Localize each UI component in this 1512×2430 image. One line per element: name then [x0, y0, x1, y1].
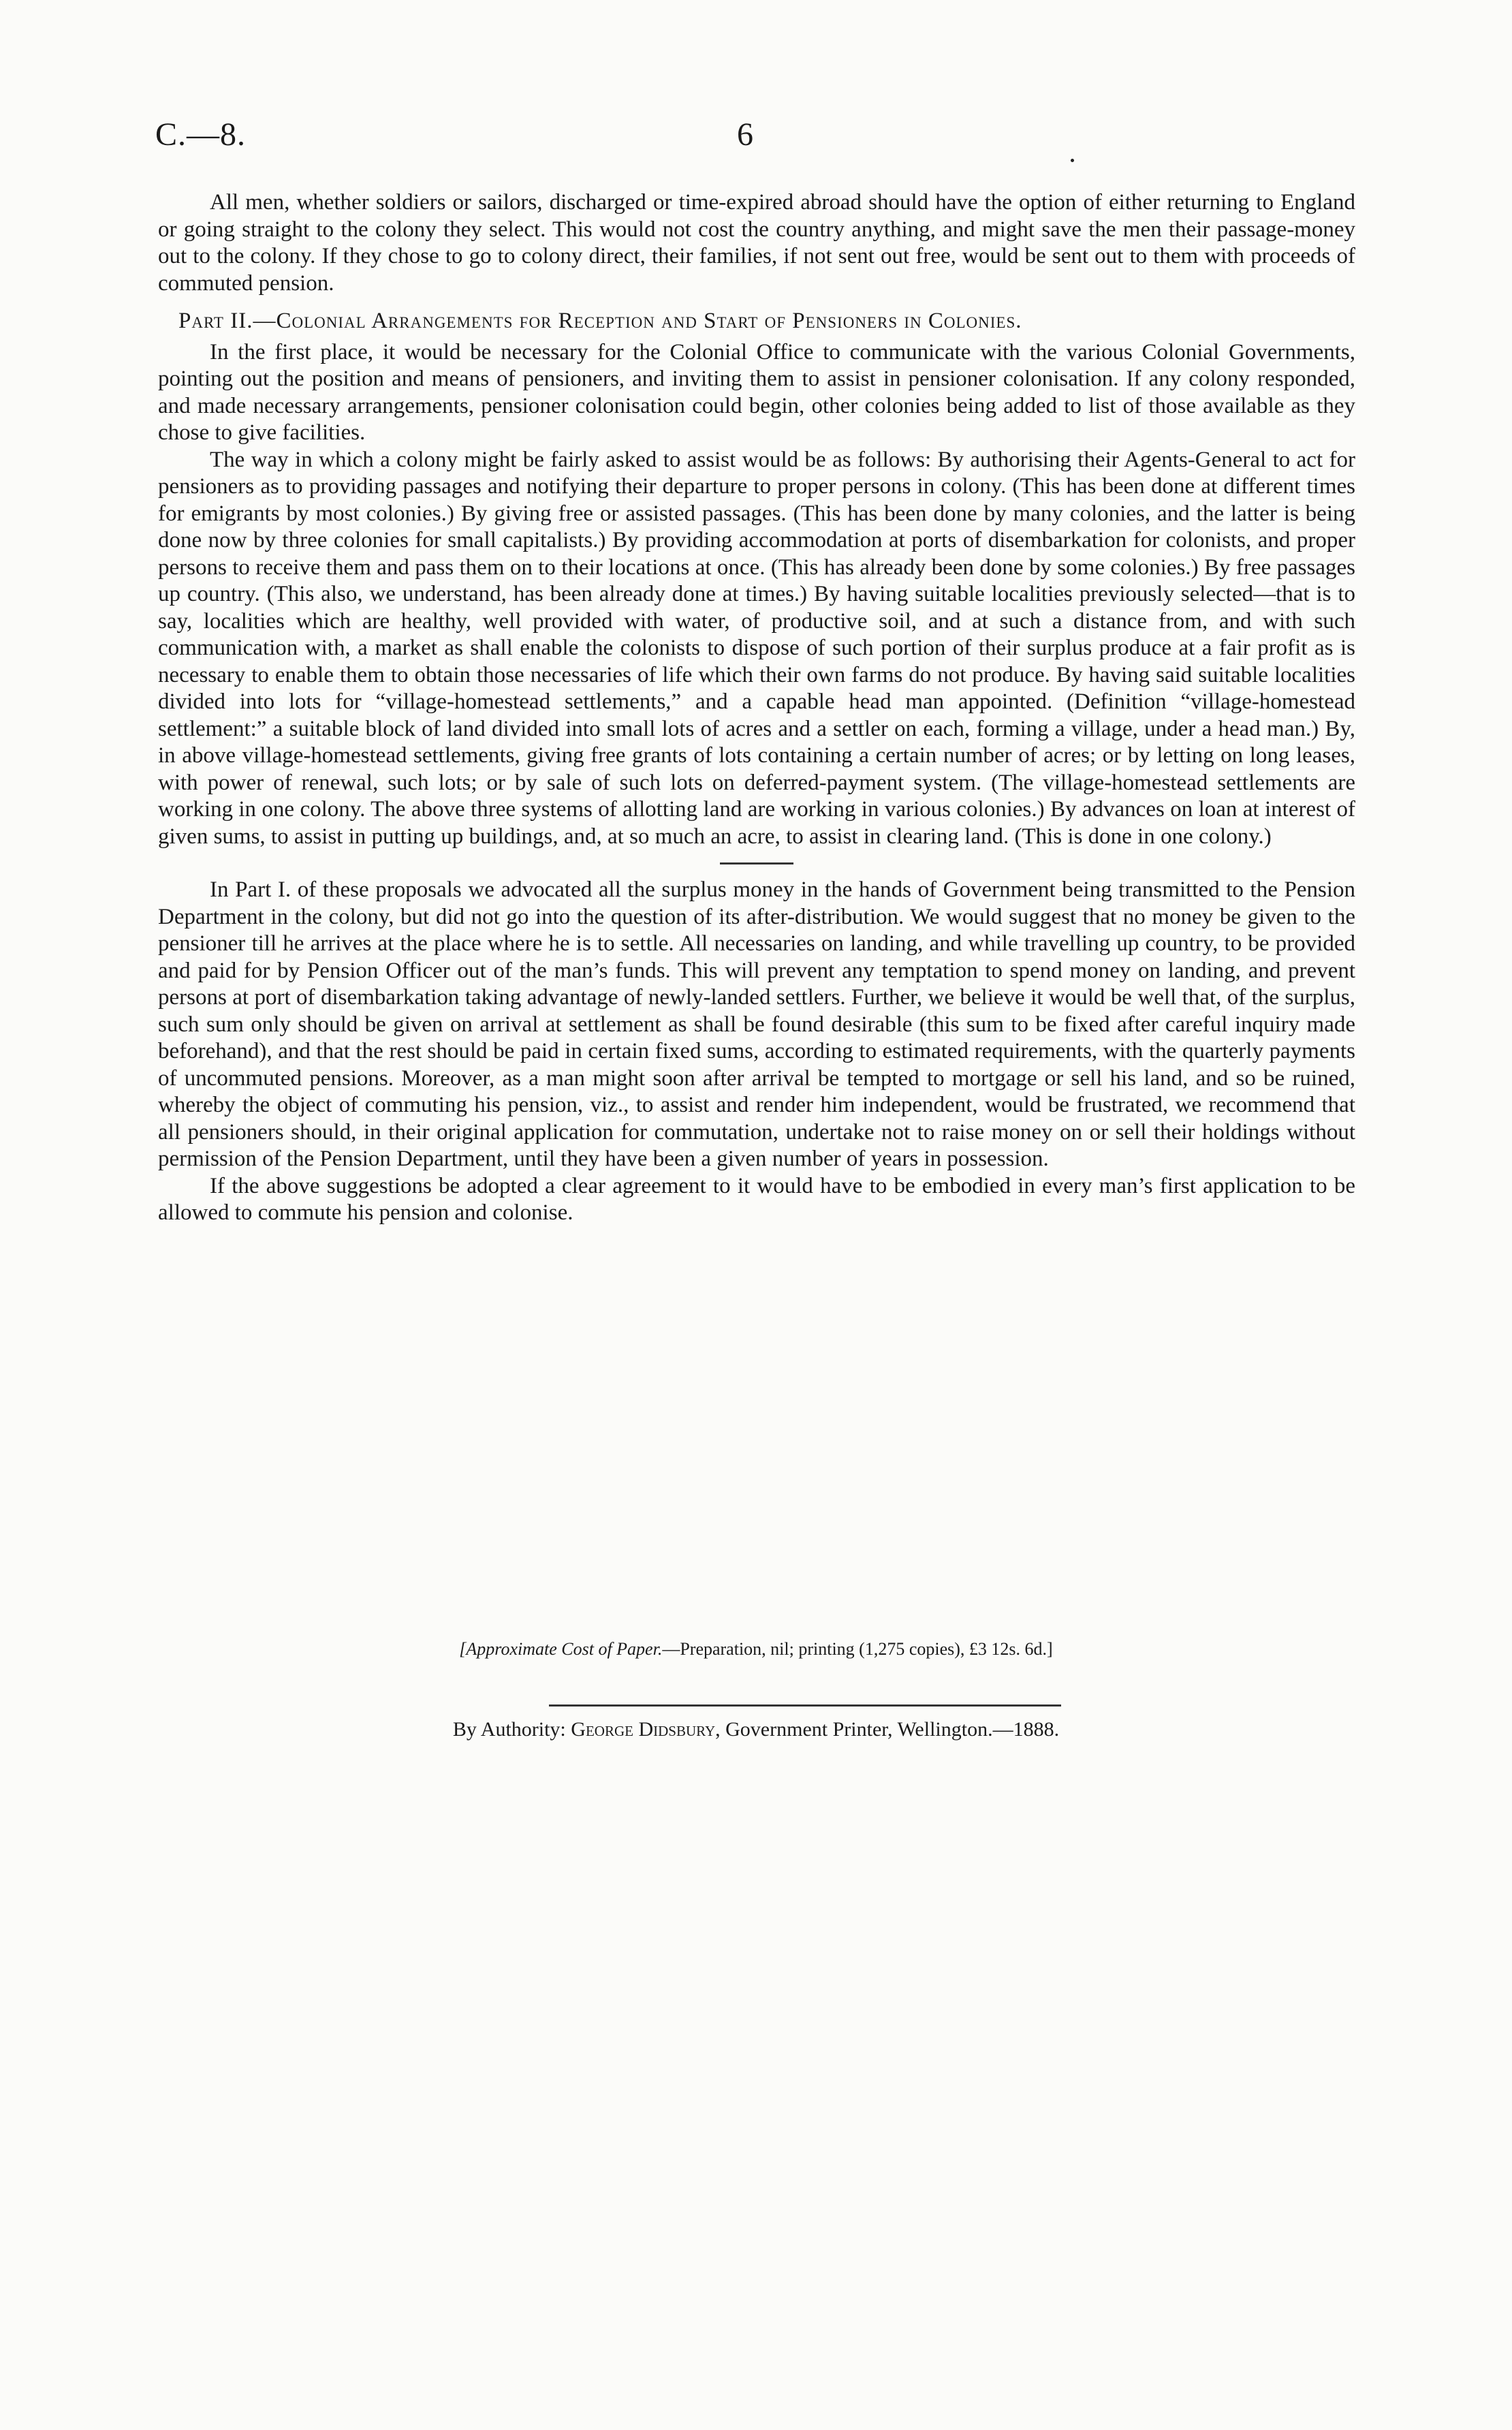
paragraph-surplus-money: In Part I. of these proposals we advocated all the surplus money in the hands of Government being transmitted to the Pension Department in the colony, but did not go into the question of its after-distribution. We would suggest that no money be given to the pensioner till he arrives at the place where he is to settle. All necessaries on landing, and while travelling up country, to be provided and paid for by Pension Officer out of the man’s funds. This will prevent any temptation to spend money on landing, and prevent persons at port of disembarkation taking advantage of newly-landed settlers. Further, we believe it would be well that, of the surplus, such sum only should be given on arrival at settlement as shall be found desirable (this sum to be fixed after careful inquiry made beforehand), and that the rest should be paid in certain fixed sums, according to estimated requirements, with the quarterly payments of uncommuted pensions. Moreover, as a man might soon after arrival be tempted to mortgage or sell his land, and so be ruined, whereby the object of commuting his pension, viz., to assist and render him independent, would be frustrated, we recommend that all pensioners should, in their original application for commutation, undertake not to raise money on or sell their holdings without permission of the Pension Department, until they have been a given number of years in possession. [158, 877, 1355, 1171]
page-number: 6 [737, 116, 753, 153]
imprint-suffix: , Government Printer, Wellington.—1888. [715, 1718, 1060, 1741]
cost-of-paper-note [375, 1639, 1137, 1660]
paragraph-agreement: If the above suggestions be adopted a clear agreement to it would have to be embodied in every man’s first application to be allowed to commute his pension and colonise. [158, 1173, 1355, 1225]
footer-rule [549, 1704, 1061, 1707]
printer-name: George Didsbury [571, 1718, 716, 1741]
cost-note-detail: —Preparation, nil; printing (1,275 copies), £3 12s. 6d.] [662, 1639, 1053, 1659]
body-text [158, 189, 1355, 1227]
paragraph-colony-assistance: The way in which a colony might be fairly asked to assist would be as follows: By authorising their Agents-General to act for pensioners as to providing passages and notifying their departure to proper persons in colony. (This has been done at different times for emigrants by most colonies.) By giving free or assisted passages. (This has been done by many colonies, and the latter is being done now by three colonies for small capitalists.) By providing accommodation at ports of disembarkation for colonists, and proper persons to receive them and pass them on to their locations at once. (This has already been done by some colonies.) By free passages up country. (This also, we understand, has been already done at times.) By having suitable localities previously selected—that is to say, localities which are healthy, well provided with water, of productive soil, and at such a distance from, and with such communication with, a market as shall enable the colonists to dispose of such portion of their surplus produce at a fair profit as is necessary to enable them to obtain those necessaries of life which their own farms do not produce. By having said suitable localities divided into lots for “village-homestead settlements,” and a capable head man appointed. (Definition “village-homestead settlement:” a suitable block of land divided into small lots of acres and a settler on each, forming a village, under a head man.) By, in above village-homestead settlements, giving free grants of lots containing a certain number of acres; or by letting on long leases, with power of renewal, such lots; or by sale of such lots on deferred-payment system. (The village-homestead settlements are working in one colony. The above three systems of allotting land are working in various colonies.) By advances on loan at interest of given sums, to assist in putting up buildings, and, at so much an acre, to assist in clearing land. (This is done in one colony.) [158, 447, 1355, 849]
paragraph-colonial-office: In the first place, it would be necessary for the Colonial Office to communicate with the various Colonial Governments, pointing out the position and means of pensioners, and inviting them to assist in pensioner colonisation. If any colony responded, and made necessary arrangements, pensioner colonisation could begin, other colonies being added to list of those available as they chose to give facilities. [158, 339, 1355, 445]
section-divider [720, 862, 793, 864]
cost-note-label: [Approximate Cost of Paper. [459, 1639, 663, 1659]
imprint-prefix: By Authority: [452, 1718, 566, 1741]
part-two-heading: Part II.—Colonial Arrangements for Reception and Start of Pensioners in Colonies. [178, 309, 1022, 333]
paragraph-discharged-men: All men, whether soldiers or sailors, discharged or time-expired abroad should have the option of either returning to England or going straight to the colony they select. This would not cost the country anything, and might save the men their passage-money out to the colony. If they chose to go to colony direct, their families, if not sent out free, would be sent out to them with proceeds of commuted pension. [158, 190, 1355, 296]
document-reference: C.—8. [155, 116, 247, 153]
print-speck [1071, 159, 1074, 162]
printer-imprint [354, 1718, 1158, 1741]
